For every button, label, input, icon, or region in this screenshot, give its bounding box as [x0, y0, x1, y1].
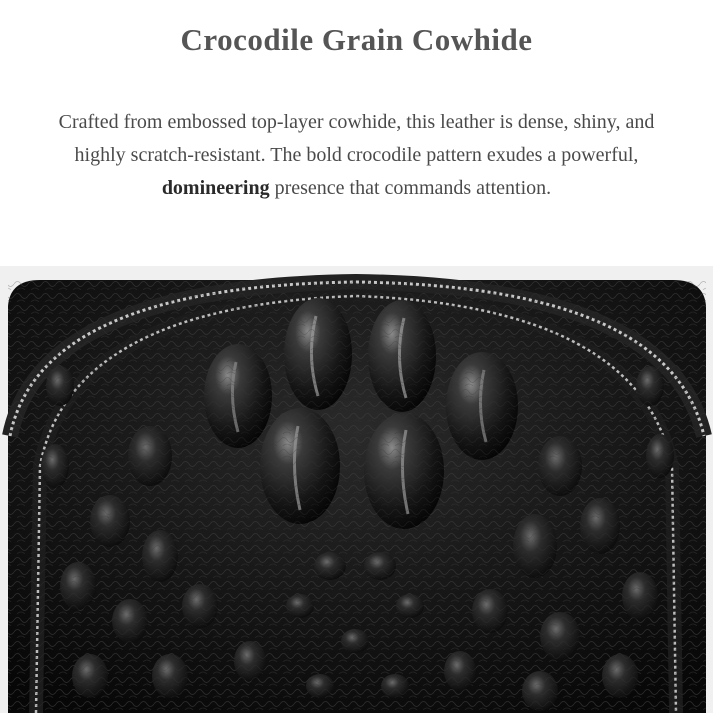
description-line-3: presence that commands attention. [269, 177, 552, 199]
leather-texture-illustration [0, 266, 713, 713]
description-line-2: highly scratch-resistant. The bold crocodile pattern exudes a powerful, [74, 144, 639, 166]
leather-closeup-photo [0, 266, 713, 713]
section-description [10, 106, 703, 205]
description-line-1: Crafted from embossed top-layer cowhide, this leather is dense, shiny, and [58, 111, 655, 133]
description-emphasis: domineering [161, 177, 270, 199]
section-title: Crocodile Grain Cowhide [180, 22, 533, 57]
